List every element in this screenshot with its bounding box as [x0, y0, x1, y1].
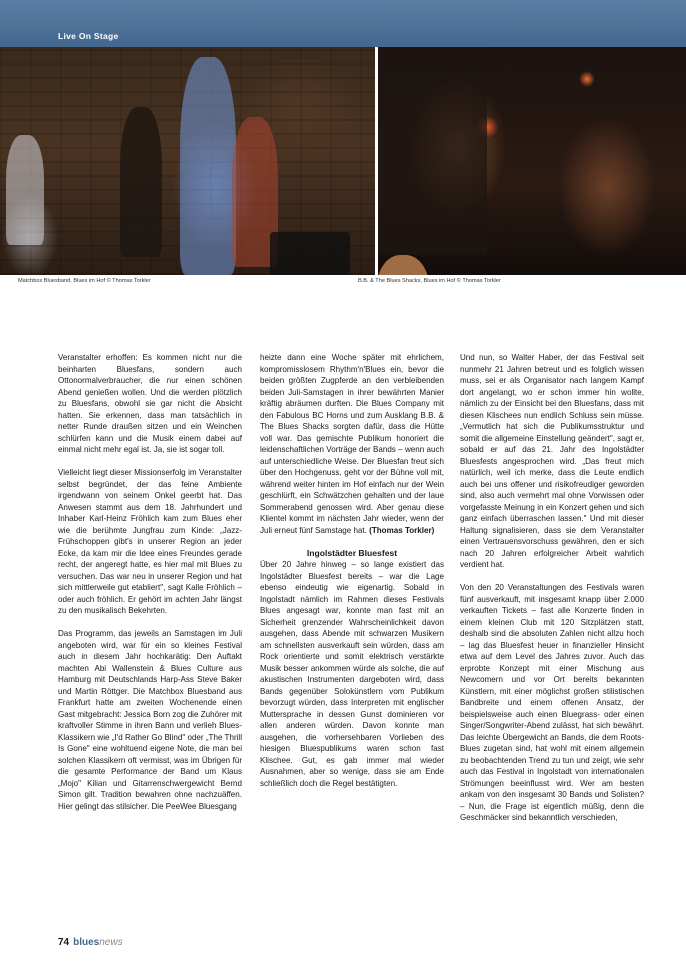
photo-matchbox-bluesband: [0, 47, 377, 275]
page-footer: [58, 937, 123, 948]
paragraph: Und nun, so Walter Haber, der das Festival seit nunmehr 21 Jahren betreut und es folglich wissen muss, sei er als Organisator nach langem Kampf dort angelangt, wo er schon immer hin wollte, nämlich zu der Einsicht bei den Bluesfans, dass mit diesen Klischees nun endlich Schluss sein müsse. „Vermutlich hat sich die Publikumsstruktur und somit die allgemeine Einstellung geändert", sagt er, sobald er auf das 21. Jahr des Ingolstädter Bluesfests angesprochen wird. „Das freut mich natürlich, weil ich merke, dass die Leute endlich auch bei uns offener und risikofreudiger geworden sind, also auch vermehrt mal ohne Vorwissen oder vorgefasste Meinung in ein Konzert gehen und sich ganz einfach überraschen lassen." Und mit dieser Haltung signalisieren, dass sie dem Veranstalter einen Vertrauensvorschuss gewähren, den er sich nach 20 Jahren erfolgreicher Arbeit wahrlich verdient hat.: [460, 353, 644, 569]
section-header-bar: [0, 0, 686, 47]
paragraph: Vielleicht liegt dieser Missionserfolg im Veranstalter selbst begründet, der das feine Ambiente irgendwann von seinem Onkel geerbt hat. Das Anwesen stammt aus dem 18. Jahrhundert und Inhaber Karl-Heinz Fröhlich kam zum Blues eher wie die berühmte Jungfrau zum Kinde: „Jazz-Frühschoppen gibt's in unserer Region an jeder Ecke, da kam mir die Idee eines Freundes gerade recht, der angeregt hatte, es hier mal mit Blues zu versuchen. Das war neu in unserer Region und hat sich mittlerweile gut etabliert", sagt Kalle Fröhlich – oder auch fröhlich. Er gehört im achten Jahr längst zu den musikalisch Bekehrten.: [58, 468, 242, 615]
paragraph-text: heizte dann eine Woche später mit ehrlichem, kompromisslosem Rhythm'n'Blues ein, bevor die beiden größten Zugpferde an den verbleibenden beiden Juli-Samstagen in ihrer bewährten Manier kräftig abräumen durften. Die Blues Company mit den Fabulous BC Horns und zum Ausklang B.B. & The Blues Shacks sorgten dafür, dass die Hütte voll war. Das gemischte Publikum honoriert die leidenschaftlichen Vorträge der Bands – wenn auch auf unterschiedliche Weise. Der Bluesfan freut sich über den Hochgenuss, geht vor der Bühne voll mit, während weiter hinten im Hof einfach nur der Wein geschlürft, ein Schwätzchen gehalten und der laue Sommerabend genossen wird. Aber genau diese Klientel kommt im nächsten Jahr wieder, wenn der Juli erneut fünf Samstage hat.: [260, 353, 444, 535]
photo-blues-shacks: [377, 47, 686, 275]
article-column-3: [460, 352, 644, 824]
paragraph: Veranstalter erhoffen: Es kommen nicht nur die beinharten Bluesfans, sondern auch Ottonormalverbraucher, die nur einen schönen Abend genießen wollen. Und die werden plötzlich zu Bluesfans, obwohl sie gar nicht die Absicht hatten. Sie erkennen, dass man tatsächlich in netter Runde draußen sitzen und ein Weinchen schlürfen kann und die Musik einem dabei auf einmal nicht mehr egal ist. Ja, sie ist sogar toll.: [58, 353, 242, 454]
photo-caption-right: B.B. & The Blues Shacks, Blues im Hof © Thomas Torkler: [358, 278, 501, 284]
section-label: Live On Stage: [58, 31, 119, 41]
paragraph: Das Programm, das jeweils an Samstagen im Juli angeboten wird, war für ein so kleines Festival auch in diesem Jahr hochkarätig: Den Auftakt machten Abi Wallenstein & Blues Culture aus Hamburg mit Deutschlands Harp-Ass Steve Baker und Martin Röttger. Die Matchbox Bluesband aus Frankfurt hatte am zweiten Wochenende einen Gast mitgebracht: Jessica Born zog die Zuhörer mit kraftvoller Stimme in ihren Bann und verlieh Blues-Klassikern wie „I'd Rather Go Blind" oder „The Thrill Is Gone" eine wohltuend eigene Note, die man bei solchen Klassikern oft vermisst, was im Übrigen für die gesamte Performance der Band um Klaus „Mojo" Kilian und Gitarrenschwergewicht Bernd Simon gilt. Tradition bewahren ohne nachzuäffen. Hier gelingt das stilsicher. Die PeeWee Bluesgang: [58, 629, 242, 811]
paragraph: [260, 352, 444, 536]
page-number: 74: [58, 937, 70, 948]
bassist-figure: [120, 107, 162, 257]
photo-caption-left: Matchbox Bluesband, Blues im Hof © Thomas Torkler: [18, 278, 151, 284]
guitarist-face: [377, 255, 429, 275]
guitarist-figure: [377, 47, 487, 255]
magazine-name-suffix: news: [99, 937, 123, 948]
photo-divider: [375, 47, 378, 275]
magazine-name: blues: [73, 937, 100, 948]
paragraph: Von den 20 Veranstaltungen des Festivals waren fünf ausverkauft, mit insgesamt knapp über 2.000 verkauften Tickets – fast alle Konzerte finden in einem kleinen Club mit 120 Sitzplätzen statt, deshalb sind die absoluten Zahlen nicht allzu hoch – lag das Bluesfest heuer in finanzieller Hinsicht etwa auf dem Level des Jahres zuvor. Auch das erprobte Konzept mit einer Mischung aus Newcomern und vor Ort bereits bekannten Künstlern, mit einer möglichst großen stilistischen Bandbreite und einem offenen Ansatz, der beispielsweise auch einen Bluegrass- oder einen Singer/Songwriter-Abend zulässt, hat sich bewährt. Das leichte Übergewicht an Bands, die dem Roots-Blues zugetan sind, hat wohl mit einem allgemein zu beobachtenden Trend zu tun und zeigt, wie sehr auch das Festival in Ingolstadt von internationalen Strömungen beeinflusst wird. Wer am besten ankam von den insgesamt 30 Bands und Solisten? – Nun, die Frage ist eigentlich müßig, denn die Geschmäcker sind bekanntlich verschieden,: [460, 583, 644, 822]
article-column-1: [58, 352, 242, 812]
stage-monitor: [270, 232, 350, 275]
article-column-2: [260, 352, 444, 789]
author-credit: (Thomas Torkler): [369, 525, 435, 535]
singer-figure: [180, 57, 236, 275]
paragraph: Über 20 Jahre hinweg – so lange existiert das Ingolstädter Bluesfest bereits – war die Lage ebenso eindeutig wie eigenartig. Sobald in Ingolstadt nämlich im Rahmen dieses Festivals Blues angesagt war, konnte man fast mit an Sicherheit grenzender Wahrscheinlichkeit davon ausgehen, dass Abende mit schwarzen Musikern am schnellsten ausverkauft sein würden, dass am Rock orientierte und somit elektrisch verstärkte Musik besser ankommen würde als solche, die auf akustischen Instrumenten dargeboten wird, dass Bands gegenüber Solokünstlern vom Publikum bevorzugt würden, dass Interpreten mit englischer Muttersprache in dessen Gunst dominieren vor allen anderen würden. Davon konnte man ausgehen, die vorhersehbaren Vorlieben des hiesigen Bluespublikums waren schon fast Klischee. Gut, es gab immer mal wieder Ausnahmen, aber so wenige, dass sie am Ende schließlich doch die Regel bestätigten.: [260, 560, 444, 788]
subheading: Ingolstädter Bluesfest: [306, 547, 398, 558]
drummer-figure: [6, 135, 44, 245]
